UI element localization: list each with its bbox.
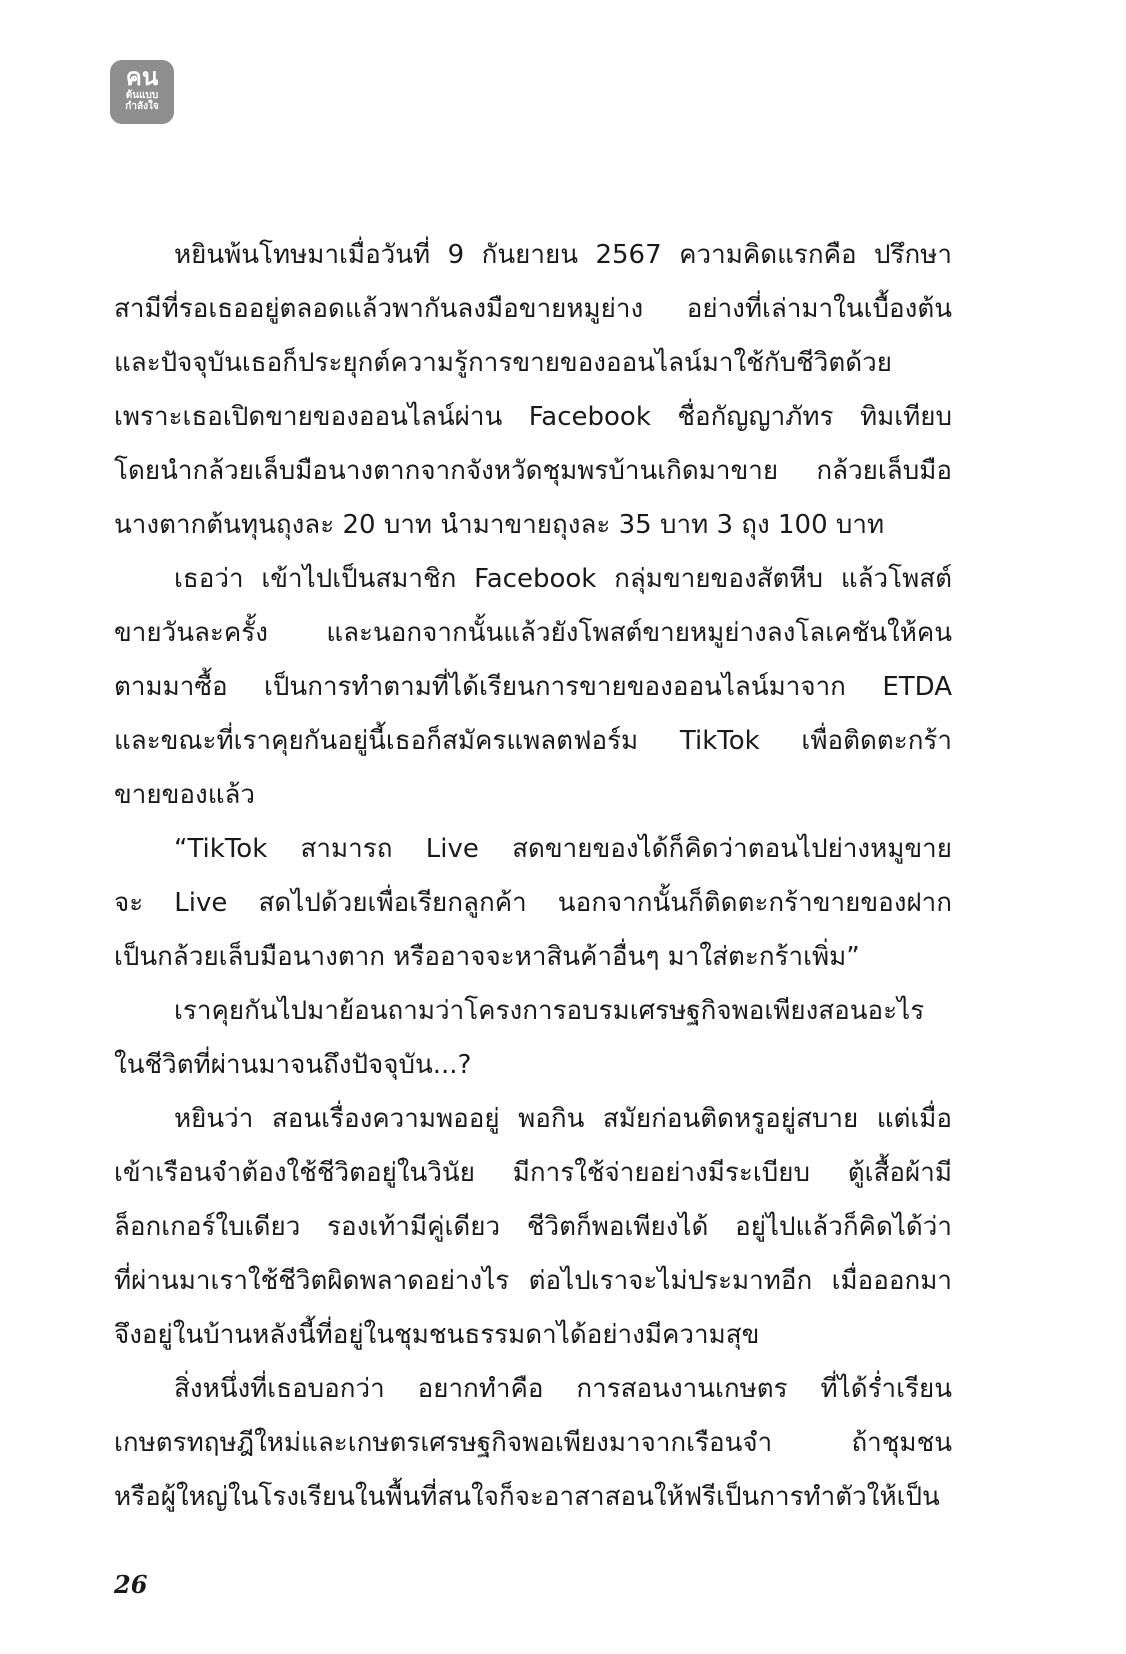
text-line: จึงอยู่ในบ้านหลังนี้ที่อยู่ในชุมชนธรรมดาได้อย่างมีความสุข <box>114 1320 760 1350</box>
text-line: ที่ผ่านมาเราใช้ชีวิตผิดพลาดอย่างไร ต่อไปเราจะไม่ประมาทอีก เมื่อออกมา <box>114 1266 952 1296</box>
text-line: โดยนำกล้วยเล็บมือนางตากจากจังหวัดชุมพรบ้านเกิดมาขาย กล้วยเล็บมือ <box>114 456 952 486</box>
text-line: เราคุยกันไปมาย้อนถามว่าโครงการอบรมเศรษฐกิจพอเพียงสอนอะไร <box>174 996 925 1026</box>
text-line: และปัจจุบันเธอก็ประยุกต์ความรู้การขายของออนไลน์มาใช้กับชีวิตด้วย <box>114 348 892 378</box>
text-line: จะ Live สดไปด้วยเพื่อเรียกลูกค้า นอกจากนั้นก็ติดตะกร้าขายของฝาก <box>114 888 952 918</box>
text-line: เป็นกล้วยเล็บมือนางตาก หรืออาจจะหาสินค้าอื่นๆ มาใส่ตะกร้าเพิ่ม” <box>114 942 860 972</box>
text-line: เพราะเธอเปิดขายของออนไลน์ผ่าน Facebook ชื่อกัญญาภัทร ทิมเทียบ <box>114 402 952 432</box>
text-line: และขณะที่เราคุยกันอยู่นี้เธอก็สมัครแพลตฟอร์ม TikTok เพื่อติดตะกร้า <box>114 726 952 756</box>
text-line: เธอว่า เข้าไปเป็นสมาชิก Facebook กลุ่มขายของสัตหีบ แล้วโพสต์ <box>174 564 952 594</box>
text-line: เกษตรทฤษฎีใหม่และเกษตรเศรษฐกิจพอเพียงมาจากเรือนจำ ถ้าชุมชน <box>114 1428 952 1458</box>
logo-sub-text-1: ต้นแบบ <box>125 90 159 101</box>
text-line: หยินว่า สอนเรื่องความพออยู่ พอกิน สมัยก่อนติดหรูอยู่สบาย แต่เมื่อ <box>174 1104 952 1134</box>
text-line: สิ่งหนึ่งที่เธอบอกว่า อยากทำคือ การสอนงานเกษตร ที่ได้ร่ำเรียน <box>174 1374 952 1404</box>
page-number: 26 <box>114 1570 148 1599</box>
text-line: ขายวันละครั้ง และนอกจากนั้นแล้วยังโพสต์ขายหมูย่างลงโลเคชันให้คน <box>114 618 952 648</box>
text-line: “TikTok สามารถ Live สดขายของได้ก็คิดว่าตอนไปย่างหมูขาย <box>174 834 952 864</box>
publication-logo <box>110 60 174 124</box>
text-line: สามีที่รอเธออยู่ตลอดแล้วพากันลงมือขายหมูย่าง อย่างที่เล่ามาในเบื้องต้น <box>114 294 952 324</box>
text-line: ขายของแล้ว <box>114 780 255 810</box>
logo-sub-text-2: กำลังใจ <box>125 101 159 112</box>
text-line: เข้าเรือนจำต้องใช้ชีวิตอยู่ในวินัย มีการใช้จ่ายอย่างมีระเบียบ ตู้เสื้อผ้ามี <box>114 1158 952 1188</box>
text-line: หยินพ้นโทษมาเมื่อวันที่ 9 กันยายน 2567 ความคิดแรกคือ ปรึกษา <box>174 240 952 270</box>
logo-main-text: คน <box>125 63 159 91</box>
article-body <box>114 228 952 1524</box>
text-line: ตามมาซื้อ เป็นการทำตามที่ได้เรียนการขายของออนไลน์มาจาก ETDA <box>114 672 952 702</box>
text-line: ล็อกเกอร์ใบเดียว รองเท้ามีคู่เดียว ชีวิตก็พอเพียงได้ อยู่ไปแล้วก็คิดได้ว่า <box>114 1212 952 1242</box>
text-line: นางตากต้นทุนถุงละ 20 บาท นำมาขายถุงละ 35 บาท 3 ถุง 100 บาท <box>114 510 885 540</box>
text-line: หรือผู้ใหญ่ในโรงเรียนในพื้นที่สนใจก็จะอาสาสอนให้ฟรีเป็นการทำตัวให้เป็น <box>114 1482 940 1512</box>
text-line: ในชีวิตที่ผ่านมาจนถึงปัจจุบัน...? <box>114 1050 472 1080</box>
